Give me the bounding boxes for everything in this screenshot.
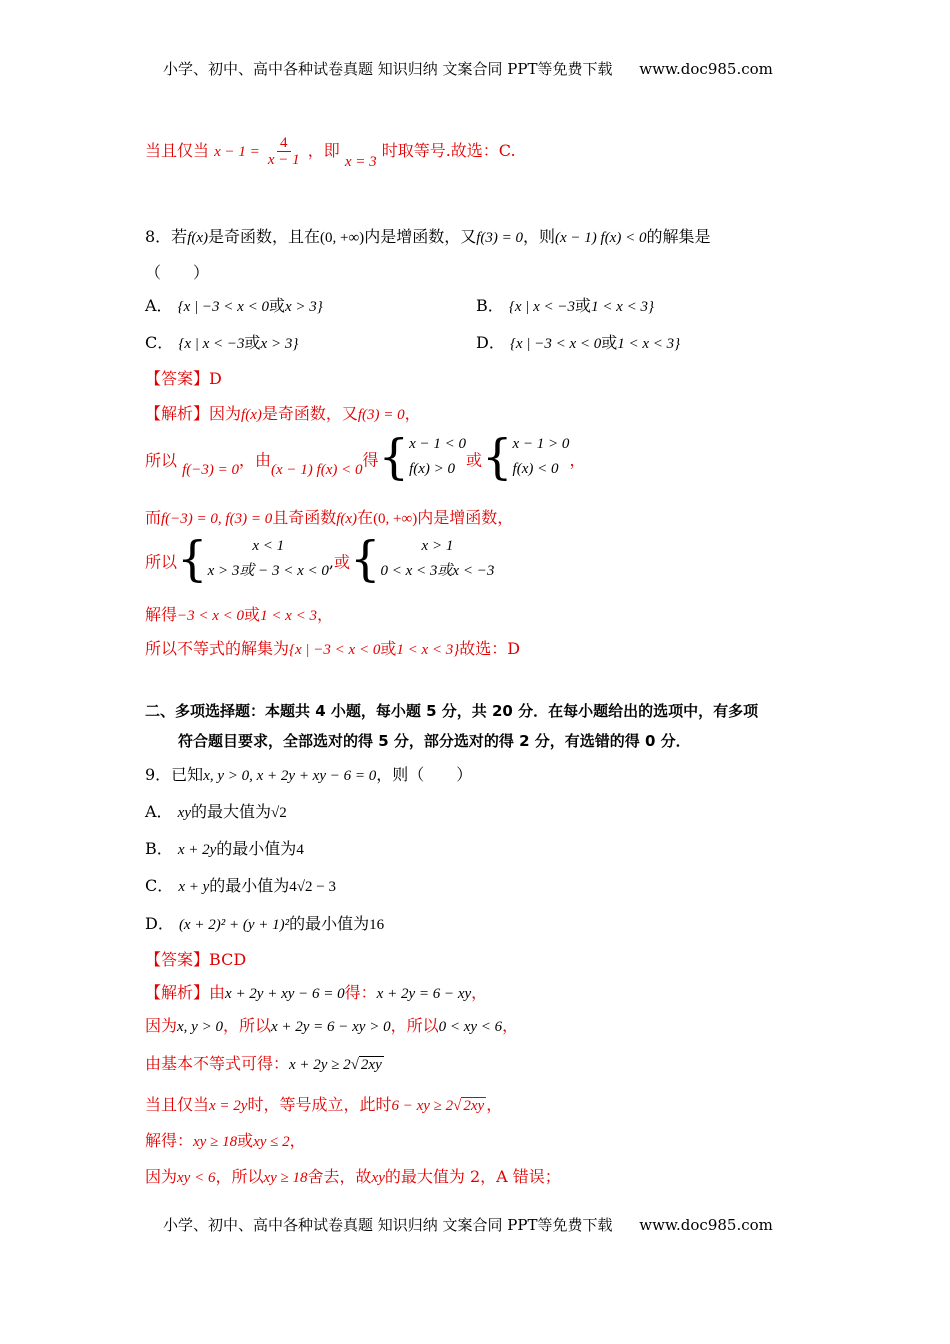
- q8-answer: [145, 366, 222, 389]
- text: 故选：D: [459, 639, 521, 658]
- text: ，所以: [390, 1016, 439, 1035]
- text: 或: [380, 639, 397, 658]
- option-text: 的最小值为: [209, 876, 290, 895]
- math: 1 < x < 3: [260, 608, 317, 624]
- option-math: 1 < x < 3}: [591, 299, 654, 315]
- option-label: A．: [145, 296, 173, 315]
- system-row: f(x) < 0: [512, 461, 559, 477]
- option-label: C．: [145, 333, 174, 352]
- option-label: D．: [476, 333, 505, 352]
- section-2-heading-cont: 符合题目要求，全部选对的得 5 分，部分选对的得 2 分，有选错的得 0 分．: [178, 732, 691, 750]
- option-text: 的最大值为: [190, 802, 271, 821]
- text: 所以不等式的解集为: [145, 639, 290, 658]
- q9-analysis-line-6: [145, 1164, 561, 1187]
- q8-t1: 是奇函数，且在: [208, 227, 321, 246]
- text: 或: [333, 552, 350, 572]
- option-math: xy: [177, 805, 191, 821]
- text: 时，等号成立，此时: [247, 1095, 392, 1114]
- option-text: 的最小值为: [216, 839, 297, 858]
- text: 解得: [145, 605, 178, 624]
- option-value: 16: [369, 917, 385, 933]
- text: 解得：: [145, 1131, 194, 1150]
- q8-f3: f(3) = 0: [476, 230, 523, 246]
- option-or: 或: [244, 333, 261, 352]
- text: 或: [465, 450, 482, 470]
- text: 当且仅当: [145, 1095, 210, 1114]
- system-row: x > 3或 − 3 < x < 0: [207, 563, 329, 579]
- q8-ineq: (x − 1) f(x) < 0: [555, 230, 647, 246]
- q8-interval: (0, +∞): [320, 230, 365, 246]
- q9-stem: [145, 762, 472, 785]
- math: 1 < x < 3}: [396, 642, 460, 658]
- math: −3 < x < 0: [177, 608, 245, 624]
- option-math: {x | −3 < x < 0: [509, 336, 602, 352]
- math: 6 − xy ≥ 2: [391, 1098, 454, 1114]
- option-math: x + 2y: [177, 842, 217, 858]
- text: 的最大值为 2，A 错误；: [384, 1167, 561, 1186]
- text: 而: [145, 508, 162, 527]
- inequality-system-2: { x − 1 > 0 f(x) < 0: [481, 429, 570, 485]
- option-math: x > 3}: [284, 299, 323, 315]
- q9-option-b[interactable]: [145, 836, 304, 859]
- q8-t3: ，则: [522, 227, 555, 246]
- header-text: 小学、初中、高中各种试卷真题 知识归纳 文案合同 PPT等免费下载: [163, 60, 613, 78]
- text: ,: [328, 552, 334, 572]
- q9-analysis-line-5: [145, 1128, 306, 1151]
- text: ，: [316, 605, 333, 624]
- option-math: {x | x < −3: [178, 336, 245, 352]
- text: 在: [357, 508, 374, 527]
- text: ，由: [239, 450, 272, 470]
- footer-url[interactable]: www.doc985.com: [639, 1216, 773, 1234]
- text: 且奇函数: [272, 508, 337, 527]
- sqrt-symbol: √: [453, 1098, 462, 1114]
- q9-analysis-line-3: [145, 1051, 384, 1074]
- q8-option-a[interactable]: [145, 293, 323, 316]
- q8-number: 8．若: [145, 227, 188, 246]
- math: f(x): [336, 511, 358, 527]
- analysis-label: 【解析】: [145, 404, 210, 423]
- system-row: x > 1: [421, 538, 454, 554]
- text: 由基本不等式可得：: [145, 1054, 290, 1073]
- page-footer: [163, 1214, 773, 1235]
- q9-condition: x, y > 0, x + 2y + xy − 6 = 0: [203, 768, 377, 784]
- option-math: {x | x < −3: [508, 299, 576, 315]
- q9-option-c[interactable]: [145, 873, 336, 896]
- math: x + 2y = 6 − xy: [376, 986, 472, 1002]
- q7-text-mid: ，即: [307, 141, 340, 160]
- page-header: [163, 58, 773, 79]
- option-label: B．: [145, 839, 173, 858]
- answer-label: 【答案】: [145, 950, 210, 969]
- q8-analysis-line-3: [145, 505, 513, 528]
- math: xy ≥ 18: [193, 1134, 238, 1150]
- q9-option-a[interactable]: [145, 799, 287, 822]
- sqrt-symbol: √: [350, 1057, 359, 1073]
- frac-denominator: x − 1: [267, 152, 300, 168]
- text: 或: [244, 605, 261, 624]
- text: ，: [502, 1016, 519, 1035]
- q9-answer: [145, 947, 246, 970]
- analysis-label: 【解析】: [145, 983, 210, 1002]
- option-math: x > 3}: [260, 336, 299, 352]
- system-row: x − 1 > 0: [512, 436, 570, 452]
- q8-option-c[interactable]: [145, 330, 298, 353]
- text: ，: [289, 1131, 306, 1150]
- text: 所以: [145, 552, 178, 572]
- q8-option-b[interactable]: [476, 293, 654, 316]
- q8-t2: 内是增函数，又: [364, 227, 477, 246]
- math: x + 2y ≥ 2: [289, 1057, 351, 1073]
- q7-conclusion: [145, 135, 516, 168]
- option-label: A．: [145, 802, 173, 821]
- text: ，: [471, 983, 488, 1002]
- math: x, y > 0: [177, 1019, 223, 1035]
- q7-text-pre: 当且仅当: [145, 141, 210, 160]
- text: 内是增函数，: [417, 508, 514, 527]
- system-row: f(x) > 0: [409, 461, 455, 477]
- text: 是奇函数，又: [261, 404, 358, 423]
- math: x + 2y + xy − 6 = 0: [225, 986, 345, 1002]
- option-value: 4: [296, 842, 304, 858]
- text: ，: [404, 404, 421, 423]
- option-or: 或: [575, 296, 592, 315]
- math: 0 < xy < 6: [438, 1019, 503, 1035]
- q7-eq: x = 3: [344, 154, 377, 170]
- math: f(x): [241, 407, 262, 423]
- q9-t1: ，则（ ）: [376, 765, 473, 784]
- sqrt-radicand: 2xy: [463, 1098, 485, 1114]
- footer-text: 小学、初中、高中各种试卷真题 知识归纳 文案合同 PPT等免费下载: [163, 1216, 613, 1234]
- frac-numerator: 4: [277, 135, 291, 152]
- option-or: 或: [268, 296, 285, 315]
- text: 所以: [145, 450, 178, 470]
- math: xy < 6: [177, 1170, 216, 1186]
- text: 得：: [344, 983, 377, 1002]
- math: xy ≤ 2: [253, 1134, 290, 1150]
- q7-text-post: 时取等号.故选：C.: [381, 141, 516, 160]
- option-math: {x | −3 < x < 0: [177, 299, 269, 315]
- q8-analysis-line-2: [145, 429, 586, 486]
- q9-option-d[interactable]: [145, 911, 384, 934]
- q9-analysis-line-4: [145, 1092, 502, 1115]
- q7-lhs: x − 1 =: [214, 144, 260, 160]
- math: f(−3) = 0, f(3) = 0: [161, 511, 273, 527]
- q8-analysis-line-4: [145, 531, 495, 588]
- section-2-heading: 二、多项选择题：本题共 4 小题，每小题 5 分，共 20 分．在每小题给出的选项中，有多项: [145, 702, 759, 720]
- text: 由: [209, 983, 226, 1002]
- system-row: 0 < x < 3或x < −3: [380, 563, 495, 579]
- text: 因为: [145, 1016, 178, 1035]
- text: ，所以: [215, 1167, 264, 1186]
- q9-number: 9．已知: [145, 765, 204, 784]
- q9-analysis-line-1: [145, 980, 487, 1003]
- text: ，: [486, 1095, 503, 1114]
- text: 因为: [209, 404, 242, 423]
- math: (x − 1) f(x) < 0: [271, 461, 363, 478]
- system-row: x < 1: [252, 538, 285, 554]
- math: x + 2y = 6 − xy > 0: [270, 1019, 391, 1035]
- text: ，所以: [222, 1016, 271, 1035]
- sqrt-radicand: 2xy: [360, 1057, 382, 1073]
- answer-value: BCD: [209, 950, 247, 969]
- math: f(3) = 0: [357, 407, 405, 423]
- option-math: x + y: [178, 879, 210, 895]
- text: ，: [569, 450, 586, 470]
- text: 舍去，故: [307, 1167, 372, 1186]
- text: 或: [237, 1131, 254, 1150]
- math: xy: [371, 1170, 385, 1186]
- option-label: D．: [145, 914, 174, 933]
- q8-t4: 的解集是: [646, 227, 711, 246]
- text: 因为: [145, 1167, 178, 1186]
- inequality-system-1: { x − 1 < 0 f(x) > 0: [378, 429, 466, 485]
- option-math: (x + 2)² + (y + 1)²: [178, 917, 290, 933]
- math: xy ≥ 18: [263, 1170, 308, 1186]
- math: x = 2y: [209, 1098, 248, 1114]
- option-label: C．: [145, 876, 174, 895]
- math: (0, +∞): [373, 511, 418, 527]
- option-value: √2: [271, 805, 287, 821]
- option-text: 的最小值为: [289, 914, 370, 933]
- text: 得: [362, 450, 379, 470]
- answer-label: 【答案】: [145, 369, 210, 388]
- option-value: 4√2 − 3: [289, 879, 336, 895]
- inequality-system-3: { x < 1 x > 3或 − 3 < x < 0: [177, 531, 329, 587]
- option-math: 1 < x < 3}: [617, 336, 681, 352]
- q9-analysis-line-2: [145, 1013, 518, 1036]
- option-or: 或: [601, 333, 618, 352]
- q8-stem: [145, 224, 710, 247]
- math: {x | −3 < x < 0: [289, 642, 381, 658]
- answer-value: D: [209, 369, 222, 388]
- option-label: B．: [476, 296, 504, 315]
- q7-fraction: [265, 135, 303, 168]
- q8-fx: f(x): [187, 230, 209, 246]
- q8-analysis-line-5: [145, 602, 333, 625]
- math: f(−3) = 0: [182, 461, 240, 478]
- inequality-system-4: { x > 1 0 < x < 3或x < −3: [349, 531, 495, 587]
- header-url[interactable]: www.doc985.com: [639, 60, 773, 78]
- q8-analysis-line-6: [145, 636, 520, 659]
- q8-analysis-line-1: [145, 401, 421, 424]
- q8-option-d[interactable]: [476, 330, 680, 353]
- q8-answer-blank: （ ）: [145, 263, 210, 282]
- system-row: x − 1 < 0: [409, 436, 466, 452]
